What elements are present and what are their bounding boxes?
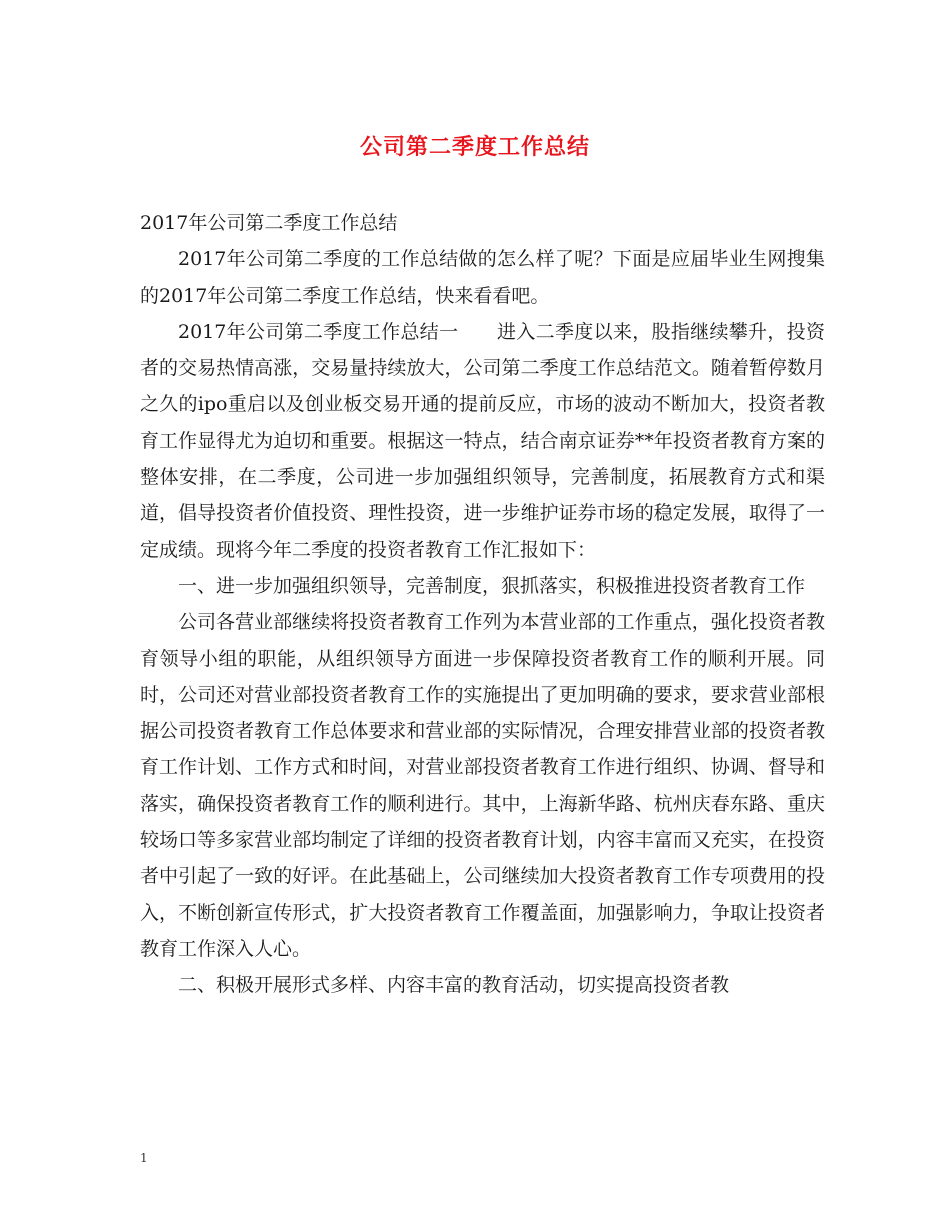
intro-paragraph: 2017年公司第二季度的工作总结做的怎么样了呢？下面是应届毕业生网搜集的2017年公司第二季度工作总结，快来看看吧。 <box>140 248 825 307</box>
document-body <box>140 205 825 1004</box>
summary-paragraph: 2017年公司第二季度工作总结一 进入二季度以来，股指继续攀升，投资者的交易热情高涨，交易量持续放大，公司第二季度工作总结范文。随着暂停数月之久的ipo重启以及创业板交易开通的提前反应，市场的波动不断加大，投资者教育工作显得尤为迫切和重要。根据这一特点，结合南京证券**年投资者教育方案的整体安排，在二季度，公司进一步加强组织领导，完善制度，拓展教育方式和渠道，倡导投资者价值投资、理性投资，进一步维护证券市场的稳定发展，取得了一定成绩。现将今年二季度的投资者教育工作汇报如下： <box>140 320 825 561</box>
section-1-paragraph: 公司各营业部继续将投资者教育工作列为本营业部的工作重点，强化投资者教育领导小组的职能，从组织领导方面进一步保障投资者教育工作的顺利开展。同时，公司还对营业部投资者教育工作的实施提出了更加明确的要求，要求营业部根据公司投资者教育工作总体要求和营业部的实际情况，合理安排营业部的投资者教育工作计划、工作方式和时间，对营业部投资者教育工作进行组织、协调、督导和落实，确保投资者教育工作的顺利进行。其中，上海新华路、杭州庆春东路、重庆较场口等多家营业部均制定了详细的投资者教育计划，内容丰富而又充实，在投资者中引起了一致的好评。在此基础上，公司继续加大投资者教育工作专项费用的投入，不断创新宣传形式，扩大投资者教育工作覆盖面，加强影响力，争取让投资者教育工作深入人心。 <box>140 611 825 960</box>
page-number: 1 <box>140 1151 148 1165</box>
section-heading-1: 一、进一步加强组织领导，完善制度，狠抓落实，积极推进投资者教育工作 <box>178 574 806 597</box>
section-heading-2: 二、积极开展形式多样、内容丰富的教育活动，切实提高投资者教 <box>178 974 730 997</box>
document-title: 公司第二季度工作总结 <box>359 134 590 160</box>
subtitle-paragraph: 2017年公司第二季度工作总结 <box>140 212 398 234</box>
